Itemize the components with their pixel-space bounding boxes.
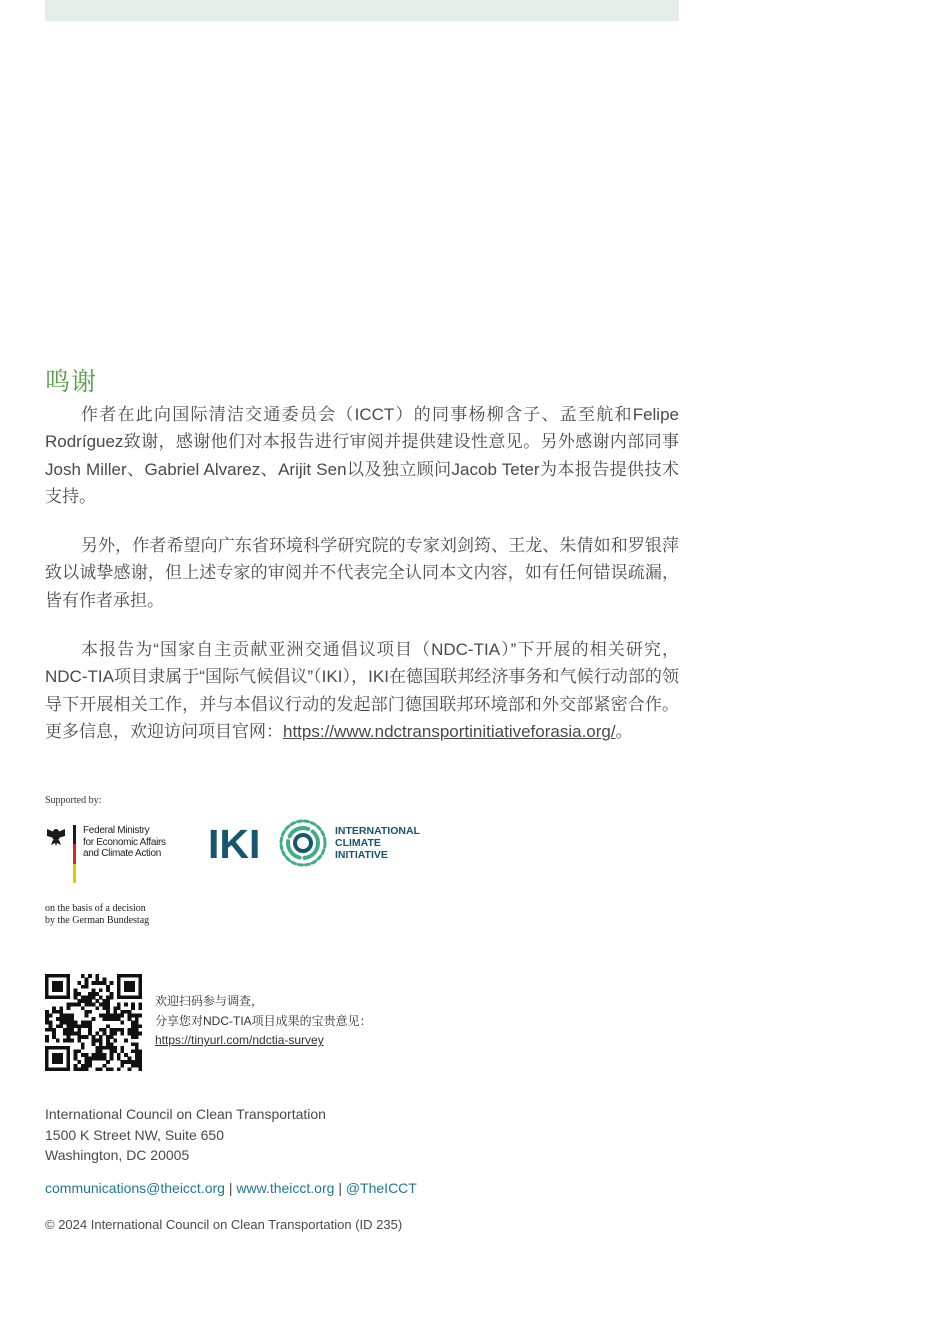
iki-logo <box>208 818 423 870</box>
twitter-link[interactable]: @TheICCT <box>345 1180 417 1196</box>
iki-line-3: INITIATIVE <box>335 849 388 861</box>
acknowledgements-paragraph-1: 作者在此向国际清洁交通委员会（ICCT）的同事杨柳含子、孟至航和Felipe Rodríguez致谢，感谢他们对本报告进行审阅并提供建设性意见。另外感谢内部同事Josh Miller、Gabriel Alvarez、Arijit Sen以及独立顾问Jacob Teter为本报告提供技术支持。 <box>45 405 679 506</box>
top-color-band <box>45 0 679 21</box>
city-address: Washington, DC 20005 <box>45 1147 190 1163</box>
street-address: 1500 K Street NW, Suite 650 <box>45 1126 224 1143</box>
bmwk-ministry-name <box>83 825 166 860</box>
bmwk-line-3: and Climate Action <box>83 848 161 859</box>
survey-line-1: 欢迎扫码参与调查， <box>155 994 264 1008</box>
separator-2: | <box>338 1180 342 1196</box>
survey-link[interactable]: https://tinyurl.com/ndctia-survey <box>155 1033 324 1047</box>
supported-by-label: Supported by: <box>45 795 102 806</box>
iki-line-2: CLIMATE <box>335 837 381 849</box>
iki-logo-letters: IKI <box>208 821 261 867</box>
email-link[interactable]: communications@theicct.org <box>45 1180 225 1196</box>
icct-address <box>45 1104 326 1166</box>
acknowledgements-paragraph-2: 另外，作者希望向广东省环境科学研究院的专家刘剑筠、王龙、朱倩如和罗银萍致以诚挚感谢，但上述专家的审阅并不代表完全认同本文内容，如有任何错误疏漏，皆有作者承担。 <box>45 536 679 610</box>
paragraph-3-text: 本报告为“国家自主贡献亚洲交通倡议项目（NDC-TIA）”下开展的相关研究，NDC-TIA项目隶属于“国际气候倡议”（IKI），IKI在德国联邦经济事务和气候行动部的领导下开展相关工作，并与本倡议行动的发起部门德国联邦环境部和外交部紧密合作。更多信息，欢迎访问项目官网： <box>45 640 679 741</box>
ndc-tia-website-link[interactable]: https://www.ndctransportinitiativeforasia.org/ <box>283 721 616 741</box>
bundestag-line-2: by the German Bundestag <box>45 914 150 926</box>
contact-links <box>45 1180 417 1196</box>
acknowledgements-paragraph-3 <box>45 636 679 745</box>
org-name: International Council on Clean Transportation <box>45 1106 326 1122</box>
copyright-notice: © 2024 International Council on Clean Transportation (ID 235) <box>45 1217 403 1232</box>
survey-qr-code[interactable] <box>45 974 142 1071</box>
iki-line-1: INTERNATIONAL <box>335 825 420 837</box>
paragraph-3-end: 。 <box>615 721 633 741</box>
bmwk-line-1: Federal Ministry <box>83 825 150 836</box>
bundestag-note <box>45 903 149 926</box>
survey-line-2: 分享您对NDC-TIA项目成果的宝贵意见： <box>155 1013 372 1028</box>
acknowledgements-heading: 鸣谢 <box>45 368 98 396</box>
bundestag-line-1: on the basis of a decision <box>45 903 146 914</box>
separator-1: | <box>228 1180 233 1196</box>
survey-invitation <box>155 992 372 1051</box>
bmwk-line-2: for Economic Affairs <box>83 836 166 848</box>
website-link[interactable]: www.theicct.org <box>236 1180 335 1196</box>
